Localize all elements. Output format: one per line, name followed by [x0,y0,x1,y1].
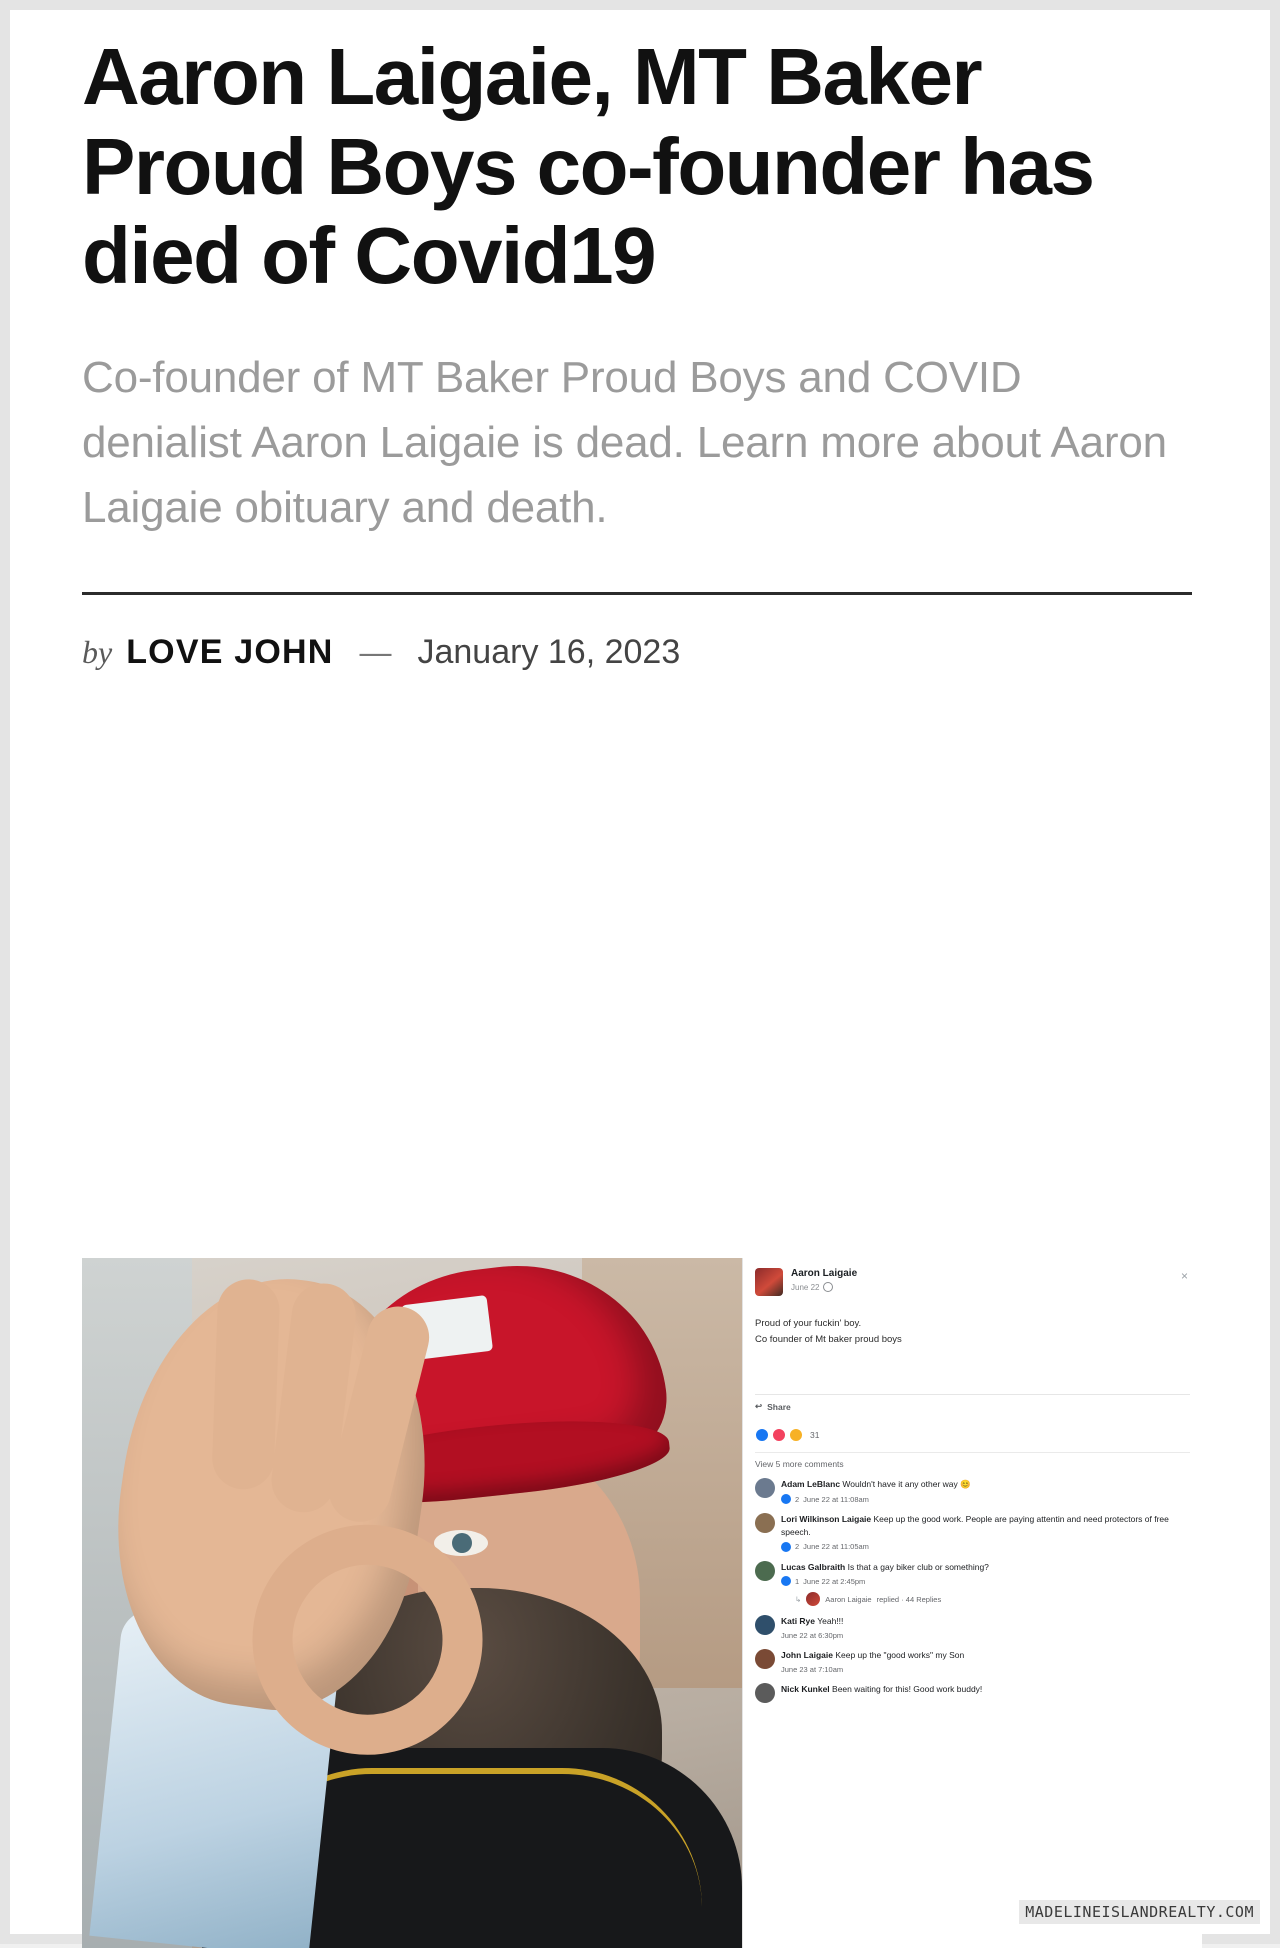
article-standfirst: Co-founder of MT Baker Proud Boys and COVID denialist Aaron Laigaie is dead. Learn more about Aaron Laigaie obituary and death. [82,352,1167,532]
reaction-summary[interactable] [755,1428,1190,1442]
avatar [755,1615,775,1635]
love-icon [772,1428,786,1442]
post-meta [791,1282,857,1292]
avatar [755,1561,775,1581]
byline-date: January 16, 2023 [417,633,681,672]
comment-item [755,1478,1190,1504]
comment-timestamp: June 23 at 7:10am [781,1664,844,1674]
avatar [755,1513,775,1533]
comment-text [781,1561,1190,1574]
post-body-line-2: Co founder of Mt baker proud boys [755,1334,902,1346]
comment-author[interactable]: Lori Wilkinson Laigaie [781,1514,872,1525]
article-figure [82,1258,1202,1948]
comment-timestamp: June 22 at 11:05am [803,1542,869,1552]
comment-meta [781,1542,1190,1552]
like-icon [781,1542,791,1552]
comment-body: Is that a gay biker club or something? [847,1561,989,1572]
byline-separator: — [359,634,392,671]
comment-author[interactable]: John Laigaie [781,1650,833,1661]
comment-item [755,1615,1190,1640]
comment-author[interactable]: Kati Rye [781,1616,816,1627]
comment-item [755,1513,1190,1552]
avatar [755,1683,775,1703]
comment-meta [781,1576,1190,1586]
watermark: MADELINEISLANDREALTY.COM [1019,1900,1260,1924]
post-header [755,1268,1190,1296]
comment-item [755,1561,1190,1607]
share-button[interactable] [755,1394,1190,1412]
byline-author[interactable]: LOVE JOHN [126,633,334,672]
comment-meta [781,1631,1190,1640]
avatar [755,1268,783,1296]
comment-like-count: 2 [795,1494,800,1504]
comment-timestamp: June 22 at 6:30pm [781,1631,844,1641]
post-timestamp: June 22 [791,1282,820,1292]
comment-author[interactable]: Adam LeBlanc [781,1479,841,1490]
comment-meta [781,1665,1190,1674]
facebook-post-screenshot [742,1258,1202,1948]
share-arrow-icon: ↪ [755,1401,763,1412]
share-label: Share [767,1401,791,1412]
photo-finger [211,1278,280,1490]
comment-like-count: 2 [795,1542,800,1552]
comment-timestamp: June 22 at 2:45pm [803,1576,866,1586]
reply-author: Aaron Laigaie [825,1594,872,1604]
comment-replies-link[interactable] [795,1592,1190,1606]
page-title: Aaron Laigaie, MT Baker Proud Boys co-founder has died of Covid19 [82,32,1094,301]
comment-emoji: 😊 [960,1479,971,1490]
comment-text [781,1478,1190,1491]
byline-by-label: by [82,634,113,671]
reply-count: replied · 44 Replies [876,1594,942,1604]
comment-text [781,1615,1190,1628]
reply-arrow-icon: ↳ [795,1594,802,1604]
reaction-count: 31 [810,1430,820,1441]
post-body [755,1316,1190,1348]
comment-body: Keep up the good work. People are paying attentin and need protectors of free speech. [781,1514,1169,1537]
avatar [755,1649,775,1669]
photo-man-in-red-cap [82,1258,742,1948]
divider [82,592,1192,595]
comment-text [781,1513,1190,1539]
comment-item [755,1683,1190,1703]
post-body-line-1: Proud of your fuckin' boy. [755,1318,862,1329]
post-author[interactable]: Aaron Laigaie [791,1268,858,1279]
comment-item [755,1649,1190,1674]
comment-like-count: 1 [795,1576,800,1586]
like-icon [755,1428,769,1442]
comment-author[interactable]: Nick Kunkel [781,1683,830,1694]
byline [82,633,1202,672]
like-icon [781,1494,791,1504]
avatar [755,1478,775,1498]
view-more-comments-link[interactable]: View 5 more comments [755,1452,1190,1469]
like-icon [781,1576,791,1586]
comment-author[interactable]: Lucas Galbraith [781,1561,846,1572]
comment-body: Yeah!!! [817,1616,844,1627]
close-icon[interactable]: × [1180,1269,1188,1283]
avatar [806,1592,820,1606]
comment-text [781,1649,1190,1662]
article-body [82,32,1202,672]
comment-timestamp: June 22 at 11:08am [803,1494,869,1504]
comment-body: Wouldn't have it any other way [842,1479,958,1490]
globe-icon [823,1282,833,1292]
comment-text [781,1683,1190,1696]
haha-icon [789,1428,803,1442]
comment-body: Been waiting for this! Good work buddy! [832,1683,983,1694]
comment-meta [781,1494,1190,1504]
comment-body: Keep up the "good works" my Son [835,1650,965,1661]
